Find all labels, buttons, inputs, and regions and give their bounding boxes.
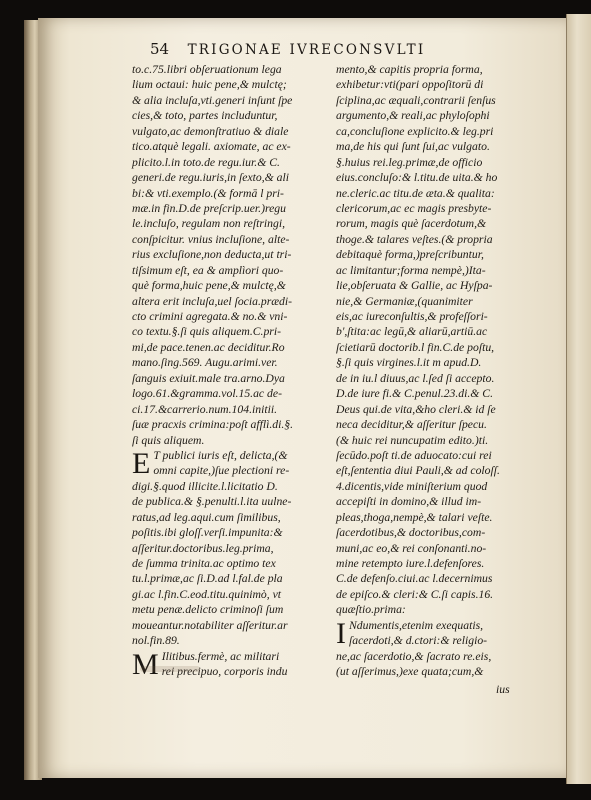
text-line: ca,concluſione explicito.& leg.pri bbox=[336, 124, 494, 138]
text-line: digi.§.quod illicite.l.licitatio D. bbox=[132, 479, 278, 493]
drop-capital: E bbox=[132, 446, 151, 480]
ink-smudge bbox=[140, 666, 200, 672]
catchword: ius bbox=[496, 683, 510, 696]
text-line: poſitis.ibi gloſſ.verſi.impunita:& bbox=[132, 526, 283, 540]
text-line: Ndumentis,etenim exequatis, bbox=[349, 618, 484, 632]
text-line: plicito.l.in toto.de regu.iur.& C. bbox=[132, 155, 280, 169]
text-line: nie,& Germaniæ,(quanimiter bbox=[336, 294, 473, 308]
text-line: rei precipuo, corporis indu bbox=[161, 665, 288, 679]
text-line: pleas,thoga,nempè,& talari veſte. bbox=[336, 510, 493, 524]
text-line: ſcietiarū doctorib.l fin.C.de poſtu, bbox=[336, 340, 495, 354]
text-line: mento,& capitis propria forma, bbox=[336, 63, 483, 76]
text-line: ſecūdo.poſt ti.de aduocato:cui rei bbox=[336, 448, 492, 462]
text-line: tiſsimum eſt, ea & amplìori quo- bbox=[132, 263, 284, 277]
page-number: 54 bbox=[150, 40, 170, 58]
text-line: cto crimini agregata.& no.& vni- bbox=[132, 310, 288, 323]
text-line: moueantur.notabiliter aſſeritur.ar bbox=[132, 618, 288, 632]
text-line: & alia incluſa,vti.generi inſunt ſpe bbox=[132, 93, 293, 107]
text-line: ne.cleric.ac titu.de æta.& qualita: bbox=[336, 186, 495, 200]
text-line: omni capite,)ſue plectioni re- bbox=[153, 464, 290, 478]
text-line: debitaquè forma,)preſcribuntur, bbox=[336, 248, 484, 262]
text-line: ſciplina,ac æquali,contrarii ſenſus bbox=[336, 93, 496, 107]
text-line: rorum, magis què ſacerdotum,& bbox=[336, 217, 487, 231]
paragraph bbox=[336, 618, 550, 680]
text-line: ſacerdotibus,& doctoribus,com- bbox=[336, 526, 486, 540]
text-line: ratus,ad leg.aqui.cum ſimilibus, bbox=[132, 510, 281, 524]
text-line: Ilitibus.fermè, ac militari bbox=[161, 649, 280, 663]
text-line: to.c.75.libri obſeruationum lega bbox=[132, 63, 282, 76]
text-line: ne,ac ſacerdotio,& ſacrato re.eis, bbox=[336, 649, 492, 663]
text-line: ci.17.&carrerio.num.104.initii. bbox=[132, 402, 278, 416]
text-line: tu.l.primæ,ac ſi.D.ad l.fal.de pla bbox=[132, 572, 283, 586]
text-line: le.incluſo, regulam non reſtringi, bbox=[132, 217, 286, 231]
text-line: argumento,& reali,ac phyloſophi bbox=[336, 109, 490, 123]
text-line: gi.ac l.fin.C.eod.titu.quinimò, vt bbox=[132, 587, 282, 601]
text-line: mæ.in fin.D.de preſcrip.uer.)regu bbox=[132, 201, 286, 215]
text-line: C.de defenſo.ciui.ac l.decernimus bbox=[336, 572, 493, 586]
text-line: co textu.§.ſi quis aliquem.C.pri- bbox=[132, 325, 281, 339]
text-line: T publici iuris eſt, delicta,(& bbox=[153, 448, 288, 462]
text-line: quæſtio.prima: bbox=[336, 603, 406, 617]
text-line: clericorum,ac ec magis presbyte- bbox=[336, 201, 492, 215]
running-head bbox=[150, 40, 530, 60]
text-line: ſuæ pracxis crimina:poſt afflì.di.§. bbox=[132, 418, 294, 432]
text-line: b',ſtita:ac legū,& aliarū,artiū.ac bbox=[336, 325, 488, 339]
text-line: què forma,huic pene,& mulctę,& bbox=[132, 279, 286, 293]
text-line: bi:& vti.exemplo.(& formā l pri- bbox=[132, 186, 284, 200]
text-line: thoge.& talares veſtes.(& propria bbox=[336, 232, 493, 246]
left-column bbox=[132, 62, 358, 680]
text-line: de in iu.l diuus,ac l.ſed ſi accepto. bbox=[336, 371, 495, 385]
text-line: eis,ac iureconſultis,& profeſſori- bbox=[336, 310, 488, 323]
text-line: tico.atquè legali. axiomate, ac ex- bbox=[132, 140, 291, 154]
text-line: Deus qui.de vita,&ho cleri.& id ſe bbox=[336, 402, 496, 416]
drop-capital: M bbox=[132, 647, 159, 681]
page-stack-right bbox=[566, 14, 591, 784]
text-line: metu penæ.delicto criminoſi ſum bbox=[132, 603, 284, 617]
text-line: cies,& toto, partes includuntur, bbox=[132, 109, 278, 123]
text-line: ſanguis exiuit.male tra.arno.Dya bbox=[132, 371, 285, 385]
text-line: (ut aſſerimus,)exe quata;cum,& bbox=[336, 665, 484, 679]
text-line: neca deciditur,& aſſeritur ſpecu. bbox=[336, 418, 487, 432]
text-line: de publica.& §.penulti.l.ita uulne- bbox=[132, 495, 292, 509]
text-line: de epiſco.& cleri:& C.ſi capis.16. bbox=[336, 587, 494, 601]
text-line: mine retempto iure.l.defenſores. bbox=[336, 557, 485, 570]
text-line: logo.61.&gramma.vol.15.ac de- bbox=[132, 387, 282, 401]
paragraph bbox=[132, 649, 358, 680]
text-line: lium octaui: huic pene,& mulctę; bbox=[132, 78, 287, 92]
right-column bbox=[336, 62, 550, 680]
running-title: TRIGONAE IVRECONSVLTI bbox=[187, 42, 426, 58]
text-line: aſſeritur.doctoribus.leg.prima, bbox=[132, 541, 274, 555]
text-line: altera erit incluſa,uel ſocia.prædi- bbox=[132, 294, 293, 308]
text-line: lie,obſeruata & Gallie, ac Hyſpa- bbox=[336, 279, 493, 293]
text-line: eius.concluſo:& l.titu.de uita.& ho bbox=[336, 171, 498, 185]
text-line: muni,ac eo,& rei conſonanti.no- bbox=[336, 541, 487, 555]
text-line: accepiſti in domino,& illud im- bbox=[336, 495, 482, 509]
text-line: nol.fin.89. bbox=[132, 634, 180, 648]
text-line: vulgato,ac demonſtratiuo & diale bbox=[132, 124, 289, 138]
text-line: §.huius rei.leg.primæ,de officio bbox=[336, 155, 483, 169]
text-line: mano.ſing.569. Augu.arimi.ver. bbox=[132, 356, 278, 370]
text-line: conſpicitur. vnius incluſione, alte- bbox=[132, 232, 290, 246]
paragraph bbox=[132, 448, 358, 649]
text-line: eſt,ſententia diui Pauli,& ad coloſſ. bbox=[336, 464, 500, 478]
text-line: ac limitantur;forma nempè,)Ita- bbox=[336, 263, 486, 277]
text-line: D.de iure fi.& C.penul.23.di.& C. bbox=[336, 387, 494, 401]
text-line: (& huic rei nuncupatim edito.)ti. bbox=[336, 433, 489, 447]
text-line: de ſumma trinita.ac optimo tex bbox=[132, 557, 276, 570]
text-line: §.ſi quis virgines.l.it m apud.D. bbox=[336, 356, 482, 370]
text-line: mi,de pace.tenen.ac deciditur.Ro bbox=[132, 340, 285, 354]
text-line: 4.dicentis,vide miniſterium quod bbox=[336, 479, 488, 493]
text-line: generi.de regu.iuris,in ſexto,& ali bbox=[132, 171, 289, 185]
text-line: rius excluſione,non deducta,ut tri- bbox=[132, 248, 292, 262]
text-line: ſi quis aliquem. bbox=[132, 433, 205, 447]
text-line: exhibetur:vti(pari oppoſitorū di bbox=[336, 78, 484, 92]
drop-capital: I bbox=[336, 616, 346, 650]
text-line: ſacerdoti,& d.ctori:& religio- bbox=[349, 634, 488, 648]
text-line: ma,de his qui ſunt ſui,ac vulgato. bbox=[336, 140, 490, 154]
